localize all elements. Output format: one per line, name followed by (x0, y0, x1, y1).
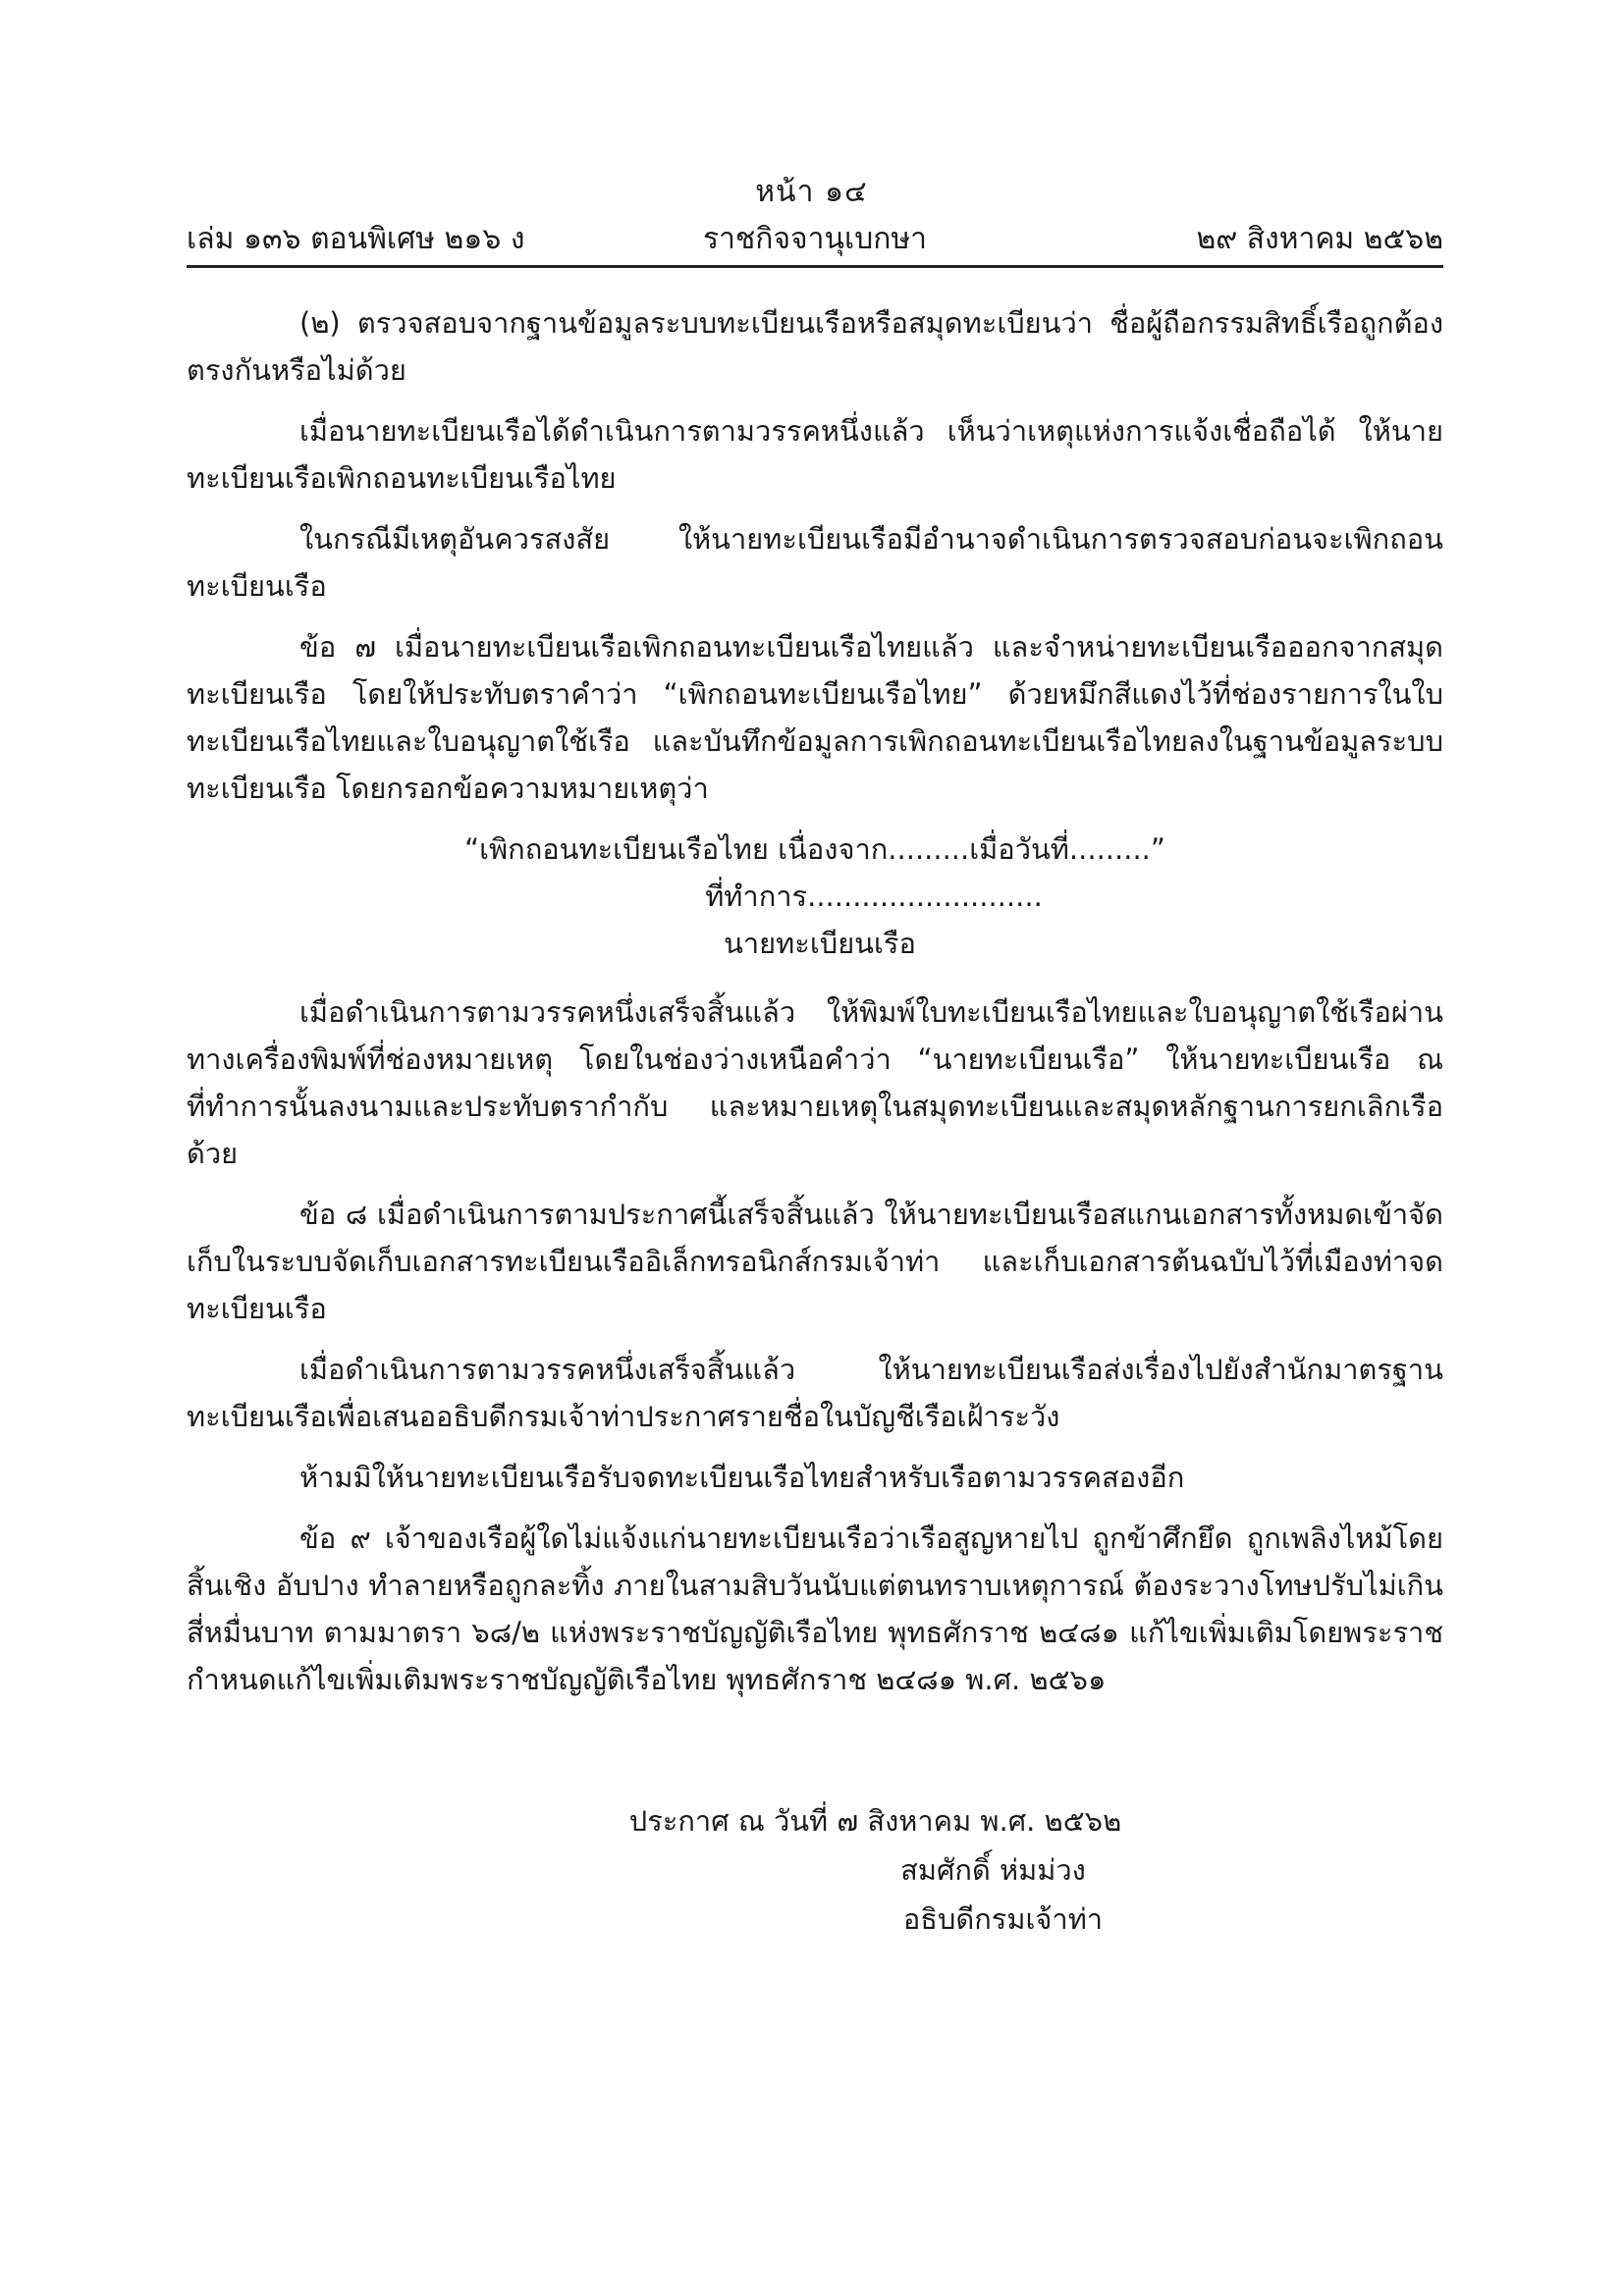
document-body (187, 299, 1443, 1717)
announcement-date: ประกาศ ณ วันที่ ๗ สิงหาคม พ.ศ. ๒๕๖๒ (628, 1804, 1122, 1838)
paragraph-print-certificate: เมื่อดำเนินการตามวรรคหนึ่งเสร็จสิ้นแล้ว ให้พิมพ์ใบทะเบียนเรือไทยและใบอนุญาตใช้เรือผ่านทางเครื่องพิมพ์ที่ช่องหมายเหตุ โดยในช่องว่างเหนือคำว่า “นายทะเบียนเรือ” ให้นายทะเบียนเรือ ณ ที่ทำการนั้นลงนามและประทับตรากำกับ และหมายเหตุในสมุดทะเบียนและสมุดหลักฐานการยกเลิกเรือด้วย (187, 995, 1443, 1170)
header-divider (187, 265, 1443, 268)
remark-registrar: นายทะเบียนเรือ (724, 927, 916, 960)
clause-9: ข้อ ๙ เจ้าของเรือผู้ใดไม่แจ้งแก่นายทะเบียนเรือว่าเรือสูญหายไป ถูกข้าศึกยึด ถูกเพลิงไหม้โดยสิ้นเชิง อับปาง ทำลายหรือถูกละทิ้ง ภายในสามสิบวันนับแต่ตนทราบเหตุการณ์ ต้องระวางโทษปรับไม่เกินสี่หมื่นบาท ตามมาตรา ๖๘/๒ แห่งพระราชบัญญัติเรือไทย พุทธศักราช ๒๔๘๑ แก้ไขเพิ่มเติมโดยพระราชกำหนดแก้ไขเพิ่มเติมพระราชบัญญัติเรือไทย พุทธศักราช ๒๔๘๑ พ.ศ. ๒๕๖๑ (187, 1522, 1443, 1696)
clause-8: ข้อ ๘ เมื่อดำเนินการตามประกาศนี้เสร็จสิ้นแล้ว ให้นายทะเบียนเรือสแกนเอกสารทั้งหมดเข้าจัดเก็บในระบบจัดเก็บเอกสารทะเบียนเรืออิเล็กทรอนิกส์กรมเจ้าท่า และเก็บเอกสารต้นฉบับไว้ที่เมืองท่าจดทะเบียนเรือ (187, 1198, 1443, 1325)
gazette-title: ราชกิจจานุเบกษา (702, 222, 928, 256)
gazette-header (187, 216, 1443, 259)
signatory-position: อธิบดีกรมเจ้าท่า (902, 1902, 1104, 1936)
signatory-name: สมศักดิ์ ห่มม่วง (900, 1853, 1086, 1887)
paragraph-revoke-registration: เมื่อนายทะเบียนเรือได้ดำเนินการตามวรรคหนึ่งแล้ว เห็นว่าเหตุแห่งการแจ้งเชื่อถือได้ ให้นายทะเบียนเรือเพิกถอนทะเบียนเรือไทย (187, 414, 1443, 495)
page-number: หน้า ๑๔ (755, 175, 868, 209)
paragraph-watchlist: เมื่อดำเนินการตามวรรคหนึ่งเสร็จสิ้นแล้ว ให้นายทะเบียนเรือส่งเรื่องไปยังสำนักมาตรฐานทะเบียนเรือเพื่อเสนออธิบดีกรมเจ้าท่าประกาศรายชื่อในบัญชีเรือเฝ้าระวัง (187, 1353, 1443, 1433)
remark-office: ที่ทำการ.......................... (705, 880, 1043, 913)
paragraph-prohibition: ห้ามมิให้นายทะเบียนเรือรับจดทะเบียนเรือไทยสำหรับเรือตามวรรคสองอีก (299, 1461, 1185, 1494)
paragraph-suspicion-check: ในกรณีมีเหตุอันควรสงสัย ให้นายทะเบียนเรือมีอำนาจดำเนินการตรวจสอบก่อนจะเพิกถอนทะเบียนเรือ (187, 522, 1443, 603)
remark-quote: “เพิกถอนทะเบียนเรือไทย เนื่องจาก.........เมื่อวันที่.........” (464, 832, 1165, 866)
paragraph-verify-database: (๒) ตรวจสอบจากฐานข้อมูลระบบทะเบียนเรือหรือสมุดทะเบียนว่า ชื่อผู้ถือกรรมสิทธิ์เรือถูกต้องตรงกันหรือไม่ด้วย (187, 306, 1443, 387)
volume-issue: เล่ม ๑๓๖ ตอนพิเศษ ๒๑๖ ง (187, 222, 525, 256)
spacer (187, 967, 1443, 988)
signature-block (0, 1796, 1623, 1944)
clause-7: ข้อ ๗ เมื่อนายทะเบียนเรือเพิกถอนทะเบียนเรือไทยแล้ว และจำหน่ายทะเบียนเรือออกจากสมุดทะเบียนเรือ โดยให้ประทับตราคำว่า “เพิกถอนทะเบียนเรือไทย” ด้วยหมึกสีแดงไว้ที่ช่องรายการในใบทะเบียนเรือไทยและใบอนุญาตใช้เรือ และบันทึกข้อมูลการเพิกถอนทะเบียนเรือไทยลงในฐานข้อมูลระบบทะเบียนเรือ โดยกรอกข้อความหมายเหตุว่า (187, 630, 1443, 805)
publication-date: ๒๙ สิงหาคม ๒๕๖๒ (1196, 222, 1443, 256)
